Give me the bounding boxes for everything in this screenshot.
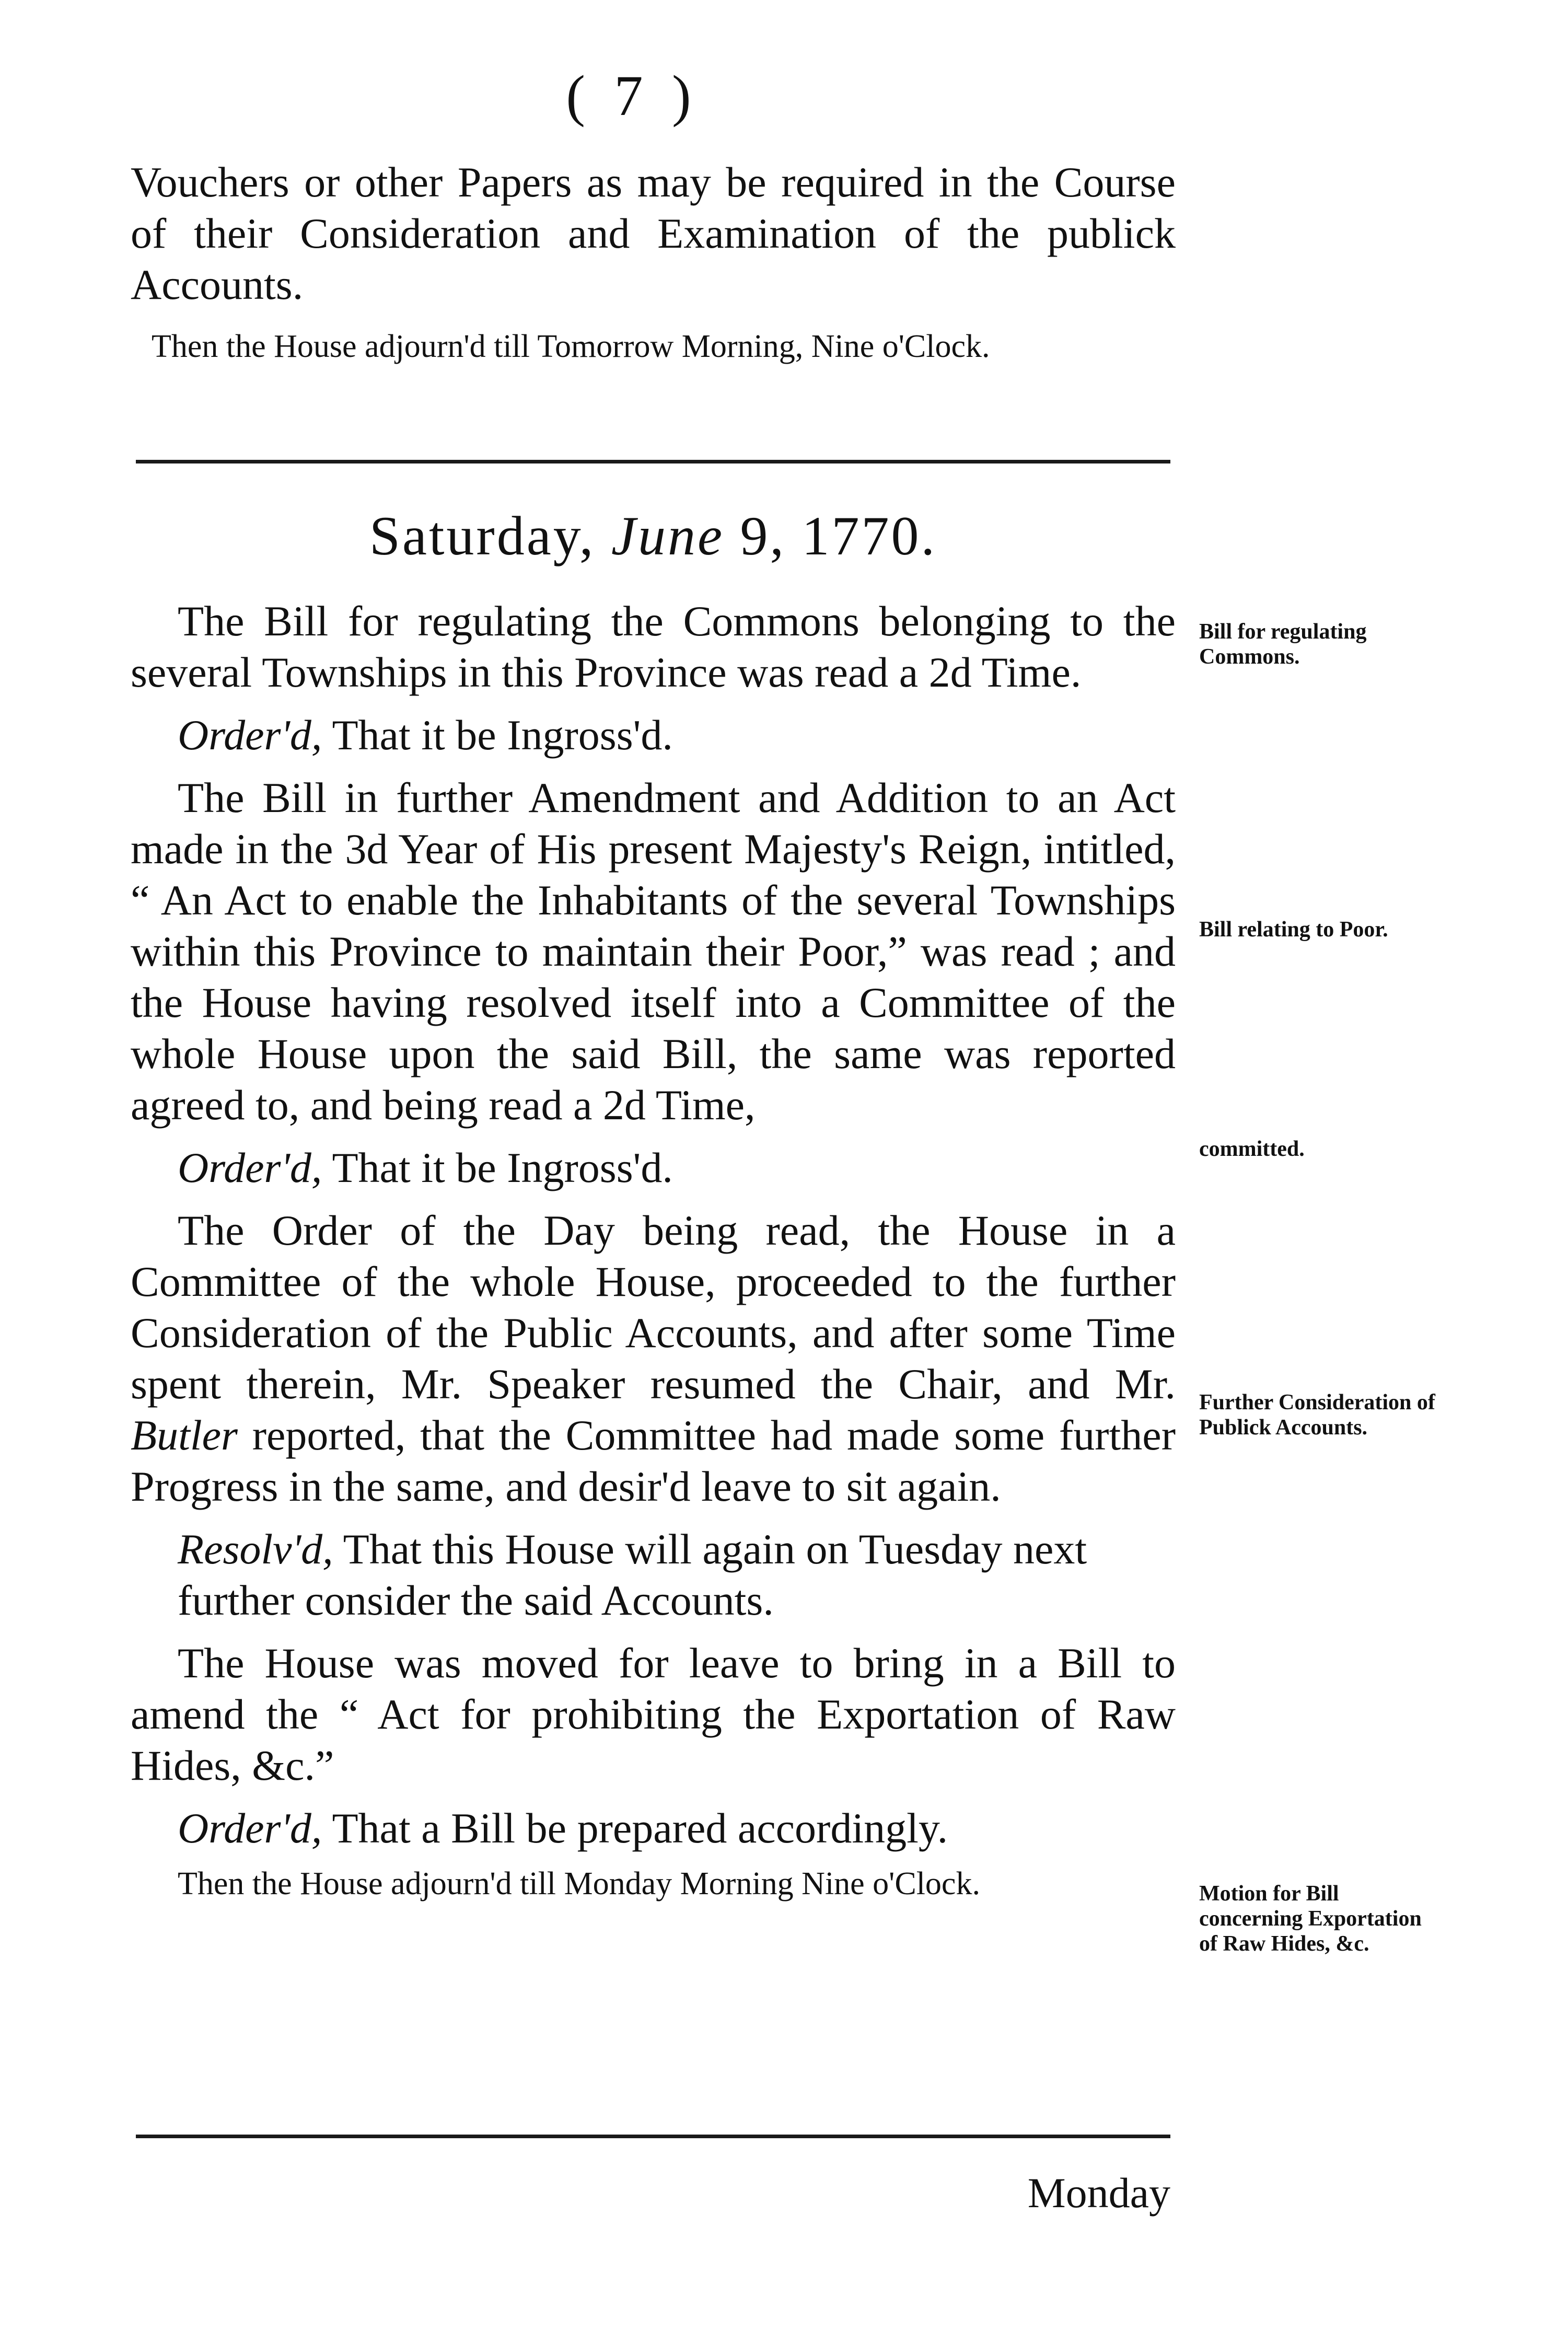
order-2	[131, 1142, 1176, 1193]
order-1	[131, 710, 1176, 761]
order-3-text: That a Bill be prepared accordingly.	[332, 1804, 948, 1852]
date-heading	[131, 504, 1176, 568]
divider-rule-2	[136, 2135, 1170, 2138]
order-1-lead: Order'd,	[178, 711, 322, 759]
adjourn-note-2: Then the House adjourn'd till Monday Morning Nine o'Clock.	[178, 1866, 980, 1902]
resolve-lead: Resolv'd,	[178, 1525, 333, 1573]
date-month: June	[611, 505, 725, 566]
page-number: ( 7 )	[566, 64, 699, 127]
margin-note-commons: Bill for regulating Commons.	[1199, 620, 1367, 669]
main-entries	[131, 596, 1176, 1905]
margin-note-poor: Bill relating to Poor.	[1199, 918, 1388, 942]
accounts-name: Butler	[131, 1411, 238, 1459]
order-3-lead: Order'd,	[178, 1804, 322, 1852]
divider-rule-1	[136, 460, 1170, 463]
vouchers-paragraph: Vouchers or other Papers as may be required in the Course of their Consideration and Examination of the publick Accounts.	[131, 158, 1176, 308]
date-rest: 9, 1770.	[740, 505, 937, 566]
order-2-lead: Order'd,	[178, 1144, 322, 1191]
order-2-text: That it be Ingross'd.	[332, 1144, 673, 1191]
adjourn-note-1: Then the House adjourn'd till Tomorrow Morning, Nine o'Clock.	[152, 329, 990, 364]
resolve-text: That this House will again on Tuesday next further consider the said Accounts.	[178, 1525, 1087, 1624]
catchword: Monday	[1027, 2169, 1170, 2217]
margin-note-committed: committed.	[1199, 1137, 1305, 1161]
date-day: Saturday,	[369, 505, 596, 566]
public-accounts-paragraph	[131, 1205, 1176, 1512]
resolve-paragraph	[131, 1524, 1176, 1626]
margin-note-accounts: Further Consideration of Publick Accounts.	[1199, 1390, 1435, 1440]
order-3	[131, 1803, 1176, 1854]
order-1-text: That it be Ingross'd.	[332, 711, 673, 759]
accounts-text-b: reported, that the Committee had made some further Progress in the same, and desir'd leave to sit again.	[131, 1411, 1176, 1510]
motion-paragraph: The House was moved for leave to bring in a Bill to amend the “ Act for prohibiting the Exportation of Raw Hides, &c.”	[131, 1639, 1176, 1789]
bill-poor-paragraph: The Bill in further Amendment and Addition to an Act made in the 3d Year of His present Majesty's Reign, intitled, “ An Act to enable the Inhabitants of the several Townships within this Province to maintain their Poor,” was read ; and the House having resolved itself into a Committee of the whole House upon the said Bill, the same was reported agreed to, and being read a 2d Time,	[131, 774, 1176, 1129]
top-section	[131, 157, 1176, 368]
accounts-text-a: The Order of the Day being read, the House in a Committee of the whole House, proceeded to the further Consideration of the Public Accounts, and after some Time spent therein, Mr. Speaker resumed the Chair, and Mr.	[131, 1207, 1176, 1408]
margin-note-hides: Motion for Bill concerning Exportation of Raw Hides, &c.	[1199, 1882, 1422, 1956]
bill-commons-paragraph: The Bill for regulating the Commons belonging to the several Townships in this Province was read a 2d Time.	[131, 597, 1176, 696]
